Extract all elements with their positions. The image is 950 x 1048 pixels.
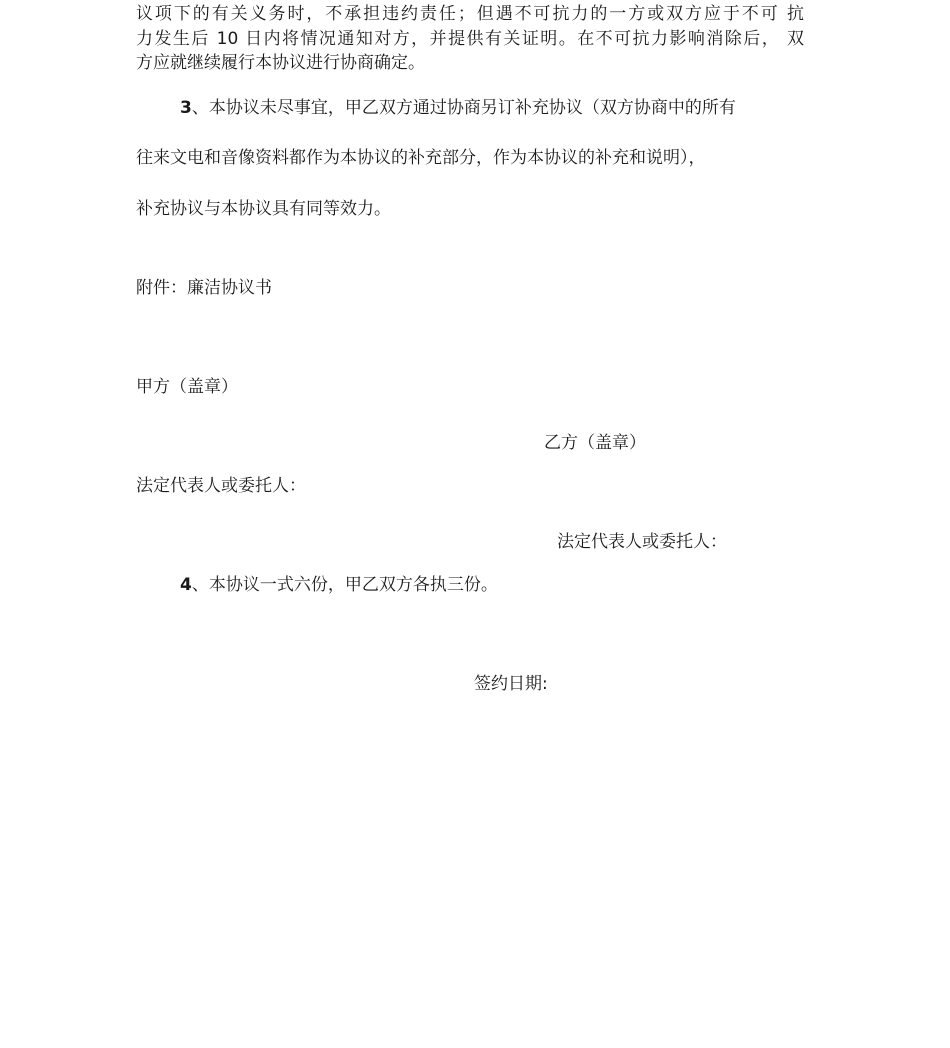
clause-continued-paragraph [136, 2, 804, 76]
attachment-label: 附件：廉洁协议书 [136, 278, 272, 298]
clause-4-number: 4 [180, 575, 192, 595]
clause-3-line-3: 补充协议与本协议具有同等效力。 [136, 199, 391, 219]
clause-continued-line-3: 方应就继续履行本协议进行协商确定。 [136, 53, 425, 73]
clause-continued-line-2: 力发生后 10 日内将情况通知对方，并提供有关证明。在不可抗力影响消除后， 双 [136, 28, 804, 49]
party-b-representative-label: 法定代表人或委托人： [557, 532, 727, 552]
clause-3-line-2: 往来文电和音像资料都作为本协议的补充部分，作为本协议的补充和说明）， [136, 148, 706, 168]
clause-3-number: 3 [180, 98, 192, 118]
signing-date-label: 签约日期: [474, 674, 548, 694]
clause-3-text: 、本协议未尽事宜，甲乙双方通过协商另订补充协议（双方协商中的所有 [191, 98, 736, 118]
party-a-seal-label: 甲方（盖章） [136, 377, 238, 397]
clause-continued-line-1: 议项下的有关义务时，不承担违约责任；但遇不可抗力的一方或双方应于不可 抗 [136, 4, 804, 24]
party-a-representative-label: 法定代表人或委托人： [136, 476, 306, 496]
party-b-seal-label: 乙方（盖章） [544, 433, 646, 453]
clause-3-line-1 [180, 96, 736, 120]
clause-4-line [180, 573, 498, 597]
clause-4-text: 、本协议一式六份，甲乙双方各执三份。 [191, 575, 498, 595]
